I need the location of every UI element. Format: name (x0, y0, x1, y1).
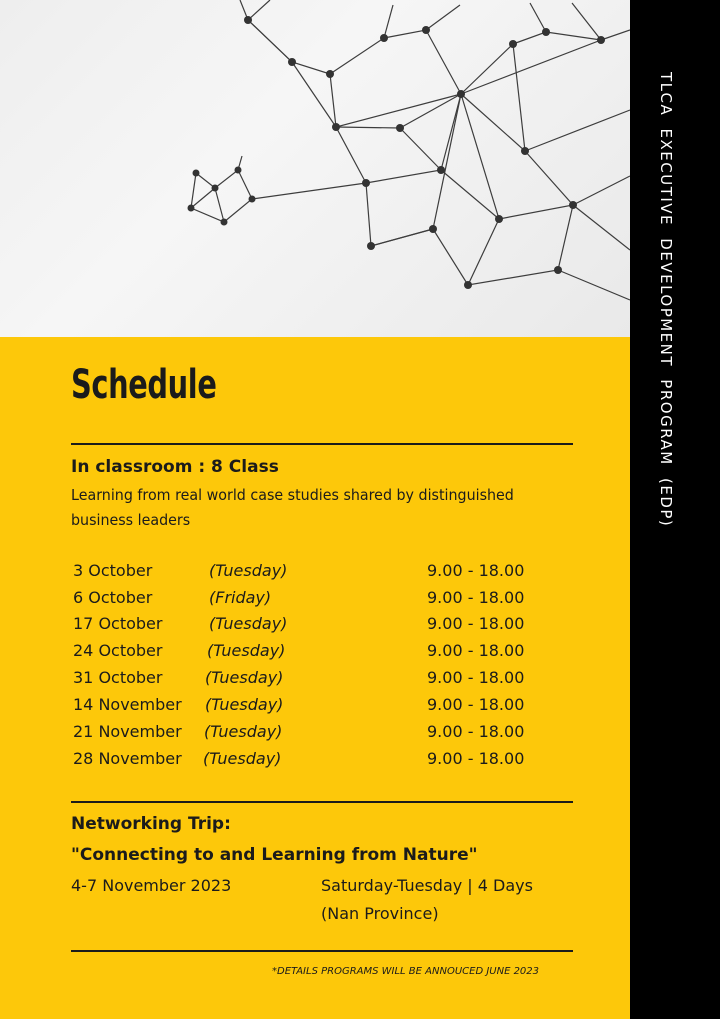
session-date: 24 October (73, 641, 163, 660)
session-row (71, 749, 541, 775)
trip-location: (Nan Province) (321, 904, 439, 923)
session-date: 17 October (73, 614, 163, 633)
session-row (71, 561, 541, 587)
session-row (71, 614, 541, 640)
session-date: 14 November (73, 695, 182, 714)
divider-bottom (71, 950, 573, 952)
session-time: 9.00 - 18.00 (427, 614, 525, 633)
classroom-title: In classroom : 8 Class (71, 457, 279, 477)
session-date: 21 November (73, 722, 182, 741)
session-row (71, 668, 541, 694)
session-time: 9.00 - 18.00 (427, 561, 525, 580)
session-row (71, 588, 541, 614)
session-day: (Tuesday) (209, 561, 288, 580)
session-date: 28 November (73, 749, 182, 768)
session-day: (Friday) (209, 588, 272, 607)
divider-middle (71, 801, 573, 803)
session-day: (Tuesday) (205, 695, 284, 714)
program-title-vertical: TLCA EXECUTIVE DEVELOPMENT PROGRAM (EDP) (657, 72, 675, 528)
session-date: 3 October (73, 561, 153, 580)
divider-top (71, 443, 573, 445)
session-day: (Tuesday) (203, 749, 282, 768)
session-day: (Tuesday) (209, 614, 288, 633)
session-day: (Tuesday) (207, 641, 286, 660)
footnote: *DETAILS PROGRAMS WILL BE ANNOUCED JUNE 2023 (272, 966, 540, 977)
classroom-description: Learning from real world case studies shared by distinguished business leaders (71, 486, 514, 529)
session-time: 9.00 - 18.00 (427, 722, 525, 741)
session-date: 31 October (73, 668, 163, 687)
session-day: (Tuesday) (204, 722, 283, 741)
session-time: 9.00 - 18.00 (427, 749, 525, 768)
network-photo (0, 0, 630, 337)
trip-subtitle: "Connecting to and Learning from Nature" (71, 845, 478, 865)
trip-days: Saturday-Tuesday | 4 Days (321, 876, 533, 895)
session-row (71, 695, 541, 721)
black-sidebar (630, 0, 720, 1019)
session-row (71, 722, 541, 748)
trip-title: Networking Trip: (71, 814, 231, 834)
session-row (71, 641, 541, 667)
session-time: 9.00 - 18.00 (427, 695, 525, 714)
session-time: 9.00 - 18.00 (427, 588, 525, 607)
session-time: 9.00 - 18.00 (427, 668, 525, 687)
session-date: 6 October (73, 588, 153, 607)
schedule-heading: Schedule (71, 362, 217, 408)
trip-dates: 4-7 November 2023 (71, 876, 232, 895)
session-day: (Tuesday) (205, 668, 284, 687)
session-time: 9.00 - 18.00 (427, 641, 525, 660)
string-network-illustration (0, 0, 630, 337)
